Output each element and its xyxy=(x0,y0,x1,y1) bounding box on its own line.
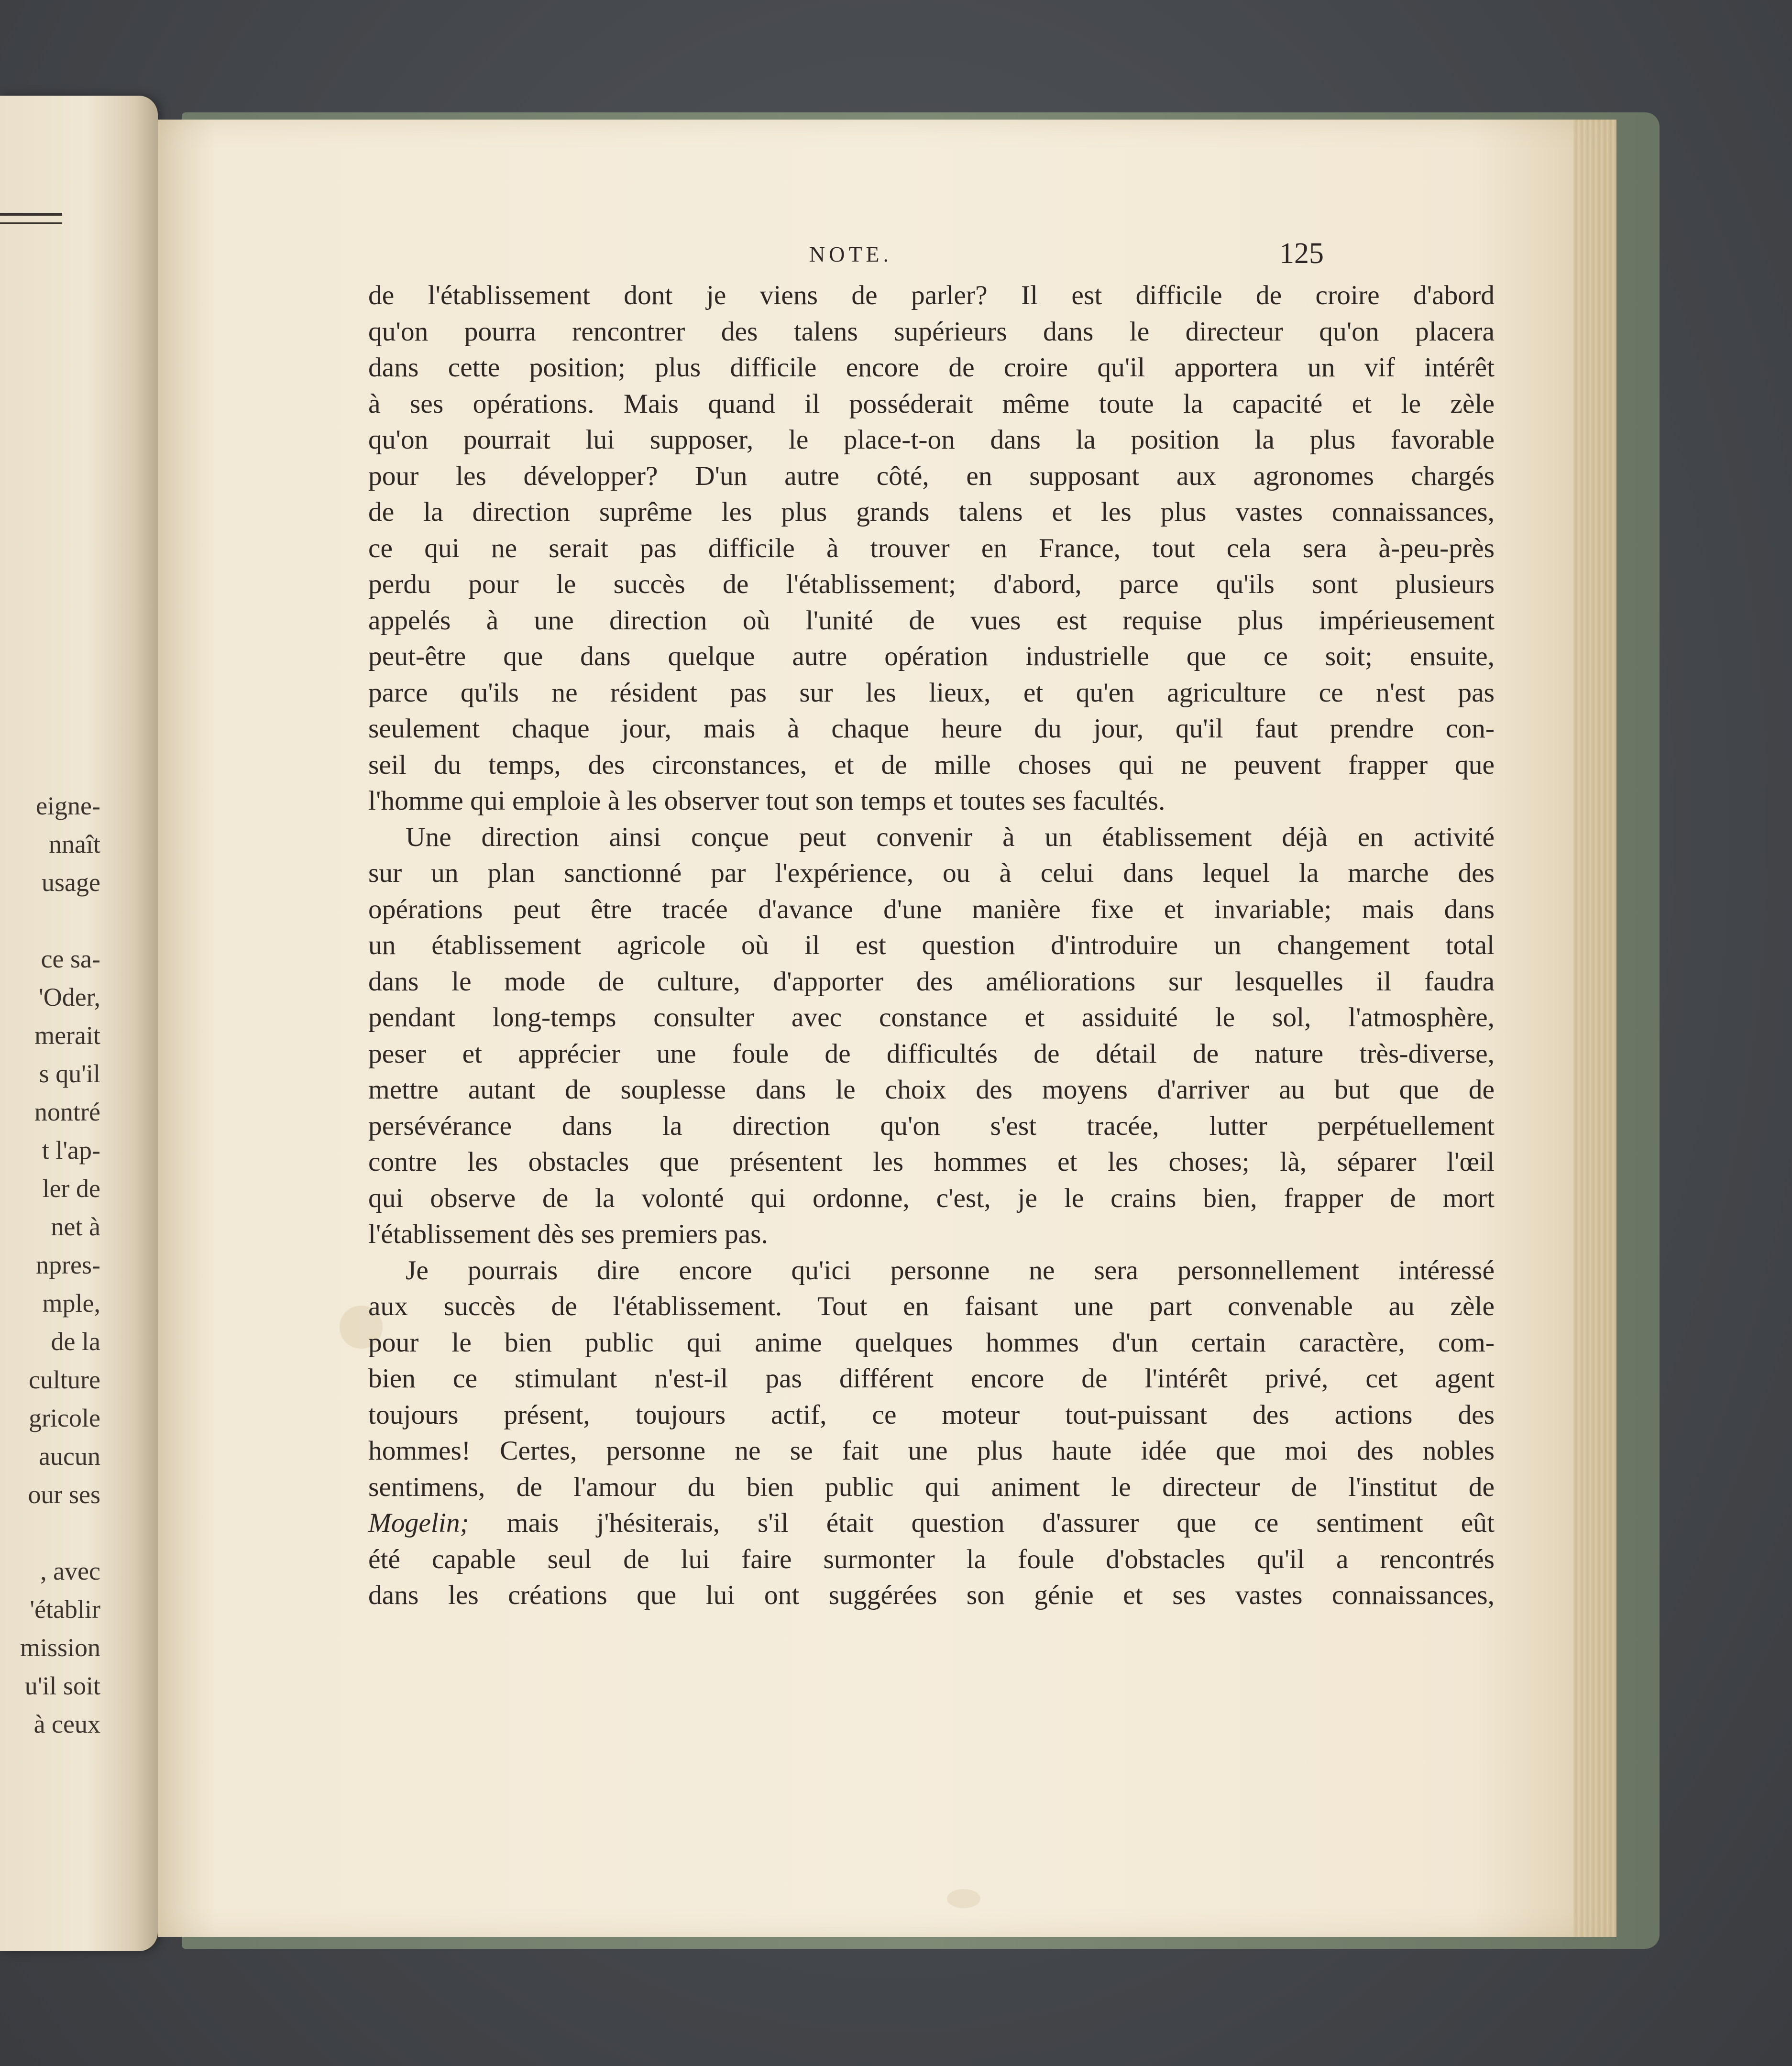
paragraph-1 xyxy=(368,277,1495,819)
text-line: été capable seul de lui faire surmonter la foule d'obstacles qu'il a rencontrés xyxy=(368,1544,1495,1574)
previous-page-fragment: net à xyxy=(51,1212,100,1241)
emphasized-name: Mogelin; xyxy=(368,1508,469,1538)
text-line: qu'on pourra rencontrer des talens supérieurs dans le directeur qu'on placera xyxy=(368,316,1495,347)
book-page xyxy=(158,120,1616,1937)
previous-page-edge xyxy=(0,96,158,1951)
text-line: à ses opérations. Mais quand il posséderait même toute la capacité et le zèle xyxy=(368,388,1495,419)
previous-page-fragment: ce sa- xyxy=(41,945,100,973)
text-line: pour le bien public qui anime quelques hommes d'un certain caractère, com- xyxy=(368,1327,1495,1358)
text-line: dans le mode de culture, d'apporter des améliorations sur lesquelles il faudra xyxy=(368,966,1495,997)
text-line: toujours présent, toujours actif, ce moteur tout-puissant des actions des xyxy=(368,1399,1495,1430)
text-line: dans cette position; plus difficile encore de croire qu'il apportera un vif intérêt xyxy=(368,352,1495,383)
previous-page-fragment xyxy=(0,1514,100,1552)
text-line: de l'établissement dont je viens de parler? Il est difficile de croire d'abord xyxy=(368,280,1495,310)
previous-page-fragment: nnaît xyxy=(49,830,100,858)
body-text xyxy=(368,277,1495,1614)
page-edges xyxy=(1573,120,1616,1937)
previous-page-fragment: s qu'il xyxy=(39,1059,100,1088)
text-line: perdu pour le succès de l'établissement; d'abord, parce qu'ils sont plusieurs xyxy=(368,569,1495,599)
previous-page-fragment: 'Oder, xyxy=(38,983,100,1011)
text-line: aux succès de l'établissement. Tout en faisant une part convenable au zèle xyxy=(368,1291,1495,1321)
text-line: Je pourrais dire encore qu'ici personne ne sera personnellement intéressé xyxy=(406,1255,1495,1286)
previous-page-fragment: 'établir xyxy=(30,1595,100,1624)
previous-page-text-fragments xyxy=(0,787,100,1743)
text-line: ce qui ne serait pas difficile à trouver en France, tout cela sera à-peu-près xyxy=(368,533,1495,563)
text-line: seil du temps, des circonstances, et de mille choses qui ne peuvent frapper que xyxy=(368,749,1495,780)
running-head xyxy=(158,237,1616,280)
previous-page-fragment: nontré xyxy=(34,1098,100,1126)
previous-page-fragment: , avec xyxy=(40,1557,100,1585)
text-line: bien ce stimulant n'est-il pas différent encore de l'intérêt privé, cet agent xyxy=(368,1363,1495,1394)
text-line: de la direction suprême les plus grands talens et les plus vastes connaissances, xyxy=(368,497,1495,527)
previous-page-fragment: ler de xyxy=(42,1174,100,1203)
previous-page-rule xyxy=(0,213,62,224)
text-line: appelés à une direction où l'unité de vues est requise plus impérieusement xyxy=(368,605,1495,636)
text-line: opérations peut être tracée d'avance d'une manière fixe et invariable; mais dans xyxy=(368,894,1495,924)
running-title: NOTE. xyxy=(809,242,893,266)
text-line: l'homme qui emploie à les observer tout son temps et toutes ses facultés. xyxy=(368,786,1165,816)
text-line: sentimens, de l'amour du bien public qui animent le directeur de l'institut de xyxy=(368,1472,1495,1502)
previous-page-fragment: eigne- xyxy=(36,791,100,820)
previous-page-fragment: t l'ap- xyxy=(42,1136,100,1165)
text-line: qu'on pourrait lui supposer, le place-t-on dans la position la plus favorable xyxy=(368,425,1495,455)
previous-page-fragment: npres- xyxy=(36,1251,100,1279)
text-line-continuation: mais j'hésiterais, s'il était question d'assurer que ce sentiment eût xyxy=(469,1508,1495,1538)
previous-page-fragment: culture xyxy=(29,1365,100,1394)
previous-page-fragment: our ses xyxy=(28,1480,100,1509)
paper-stain xyxy=(947,1889,980,1908)
text-line: contre les obstacles que présentent les hommes et les choses; là, séparer l'œil xyxy=(368,1147,1495,1177)
text-line: pour les développer? D'un autre côté, en supposant aux agronomes chargés xyxy=(368,461,1495,491)
text-line: dans les créations que lui ont suggérées son génie et ses vastes connaissances, xyxy=(368,1580,1495,1610)
page-number: 125 xyxy=(1279,237,1324,270)
previous-page-fragment: mple, xyxy=(42,1289,100,1318)
previous-page-fragment: usage xyxy=(42,868,100,897)
text-line: un établissement agricole où il est question d'introduire un changement total xyxy=(368,930,1495,960)
text-line-mogelin xyxy=(368,1505,1495,1541)
text-line: peser et apprécier une foule de difficultés de détail de nature très-diverse, xyxy=(368,1038,1495,1069)
text-line: qui observe de la volonté qui ordonne, c'est, je le crains bien, frapper de mort xyxy=(368,1183,1495,1213)
previous-page-fragment: à ceux xyxy=(33,1710,100,1738)
previous-page-fragment: gricole xyxy=(29,1404,100,1432)
previous-page-fragment: u'il soit xyxy=(24,1671,100,1700)
text-line: peut-être que dans quelque autre opération industrielle que ce soit; ensuite, xyxy=(368,641,1495,671)
previous-page-fragment xyxy=(0,901,100,940)
previous-page-fragment: merait xyxy=(34,1021,100,1050)
text-line: persévérance dans la direction qu'on s'est tracée, lutter perpétuellement xyxy=(368,1110,1495,1141)
text-line: seulement chaque jour, mais à chaque heure du jour, qu'il faut prendre con- xyxy=(368,714,1495,744)
paragraph-3 xyxy=(368,1253,1495,1614)
previous-page-fragment: aucun xyxy=(39,1442,100,1471)
previous-page-fragment: de la xyxy=(51,1327,100,1356)
text-line: sur un plan sanctionné par l'expérience, ou à celui dans lequel la marche des xyxy=(368,858,1495,888)
text-line: hommes! Certes, personne ne se fait une plus haute idée que moi des nobles xyxy=(368,1436,1495,1466)
text-line: pendant long-temps consulter avec constance et assiduité le sol, l'atmosphère, xyxy=(368,1002,1495,1033)
text-line: mettre autant de souplesse dans le choix des moyens d'arriver au but que de xyxy=(368,1075,1495,1105)
paragraph-2 xyxy=(368,819,1495,1253)
text-line: parce qu'ils ne résident pas sur les lieux, et qu'en agriculture ce n'est pas xyxy=(368,677,1495,708)
text-line: l'établissement dès ses premiers pas. xyxy=(368,1219,768,1249)
previous-page-fragment: mission xyxy=(20,1633,100,1662)
text-line: Une direction ainsi conçue peut convenir à un établissement déjà en activité xyxy=(406,822,1495,852)
